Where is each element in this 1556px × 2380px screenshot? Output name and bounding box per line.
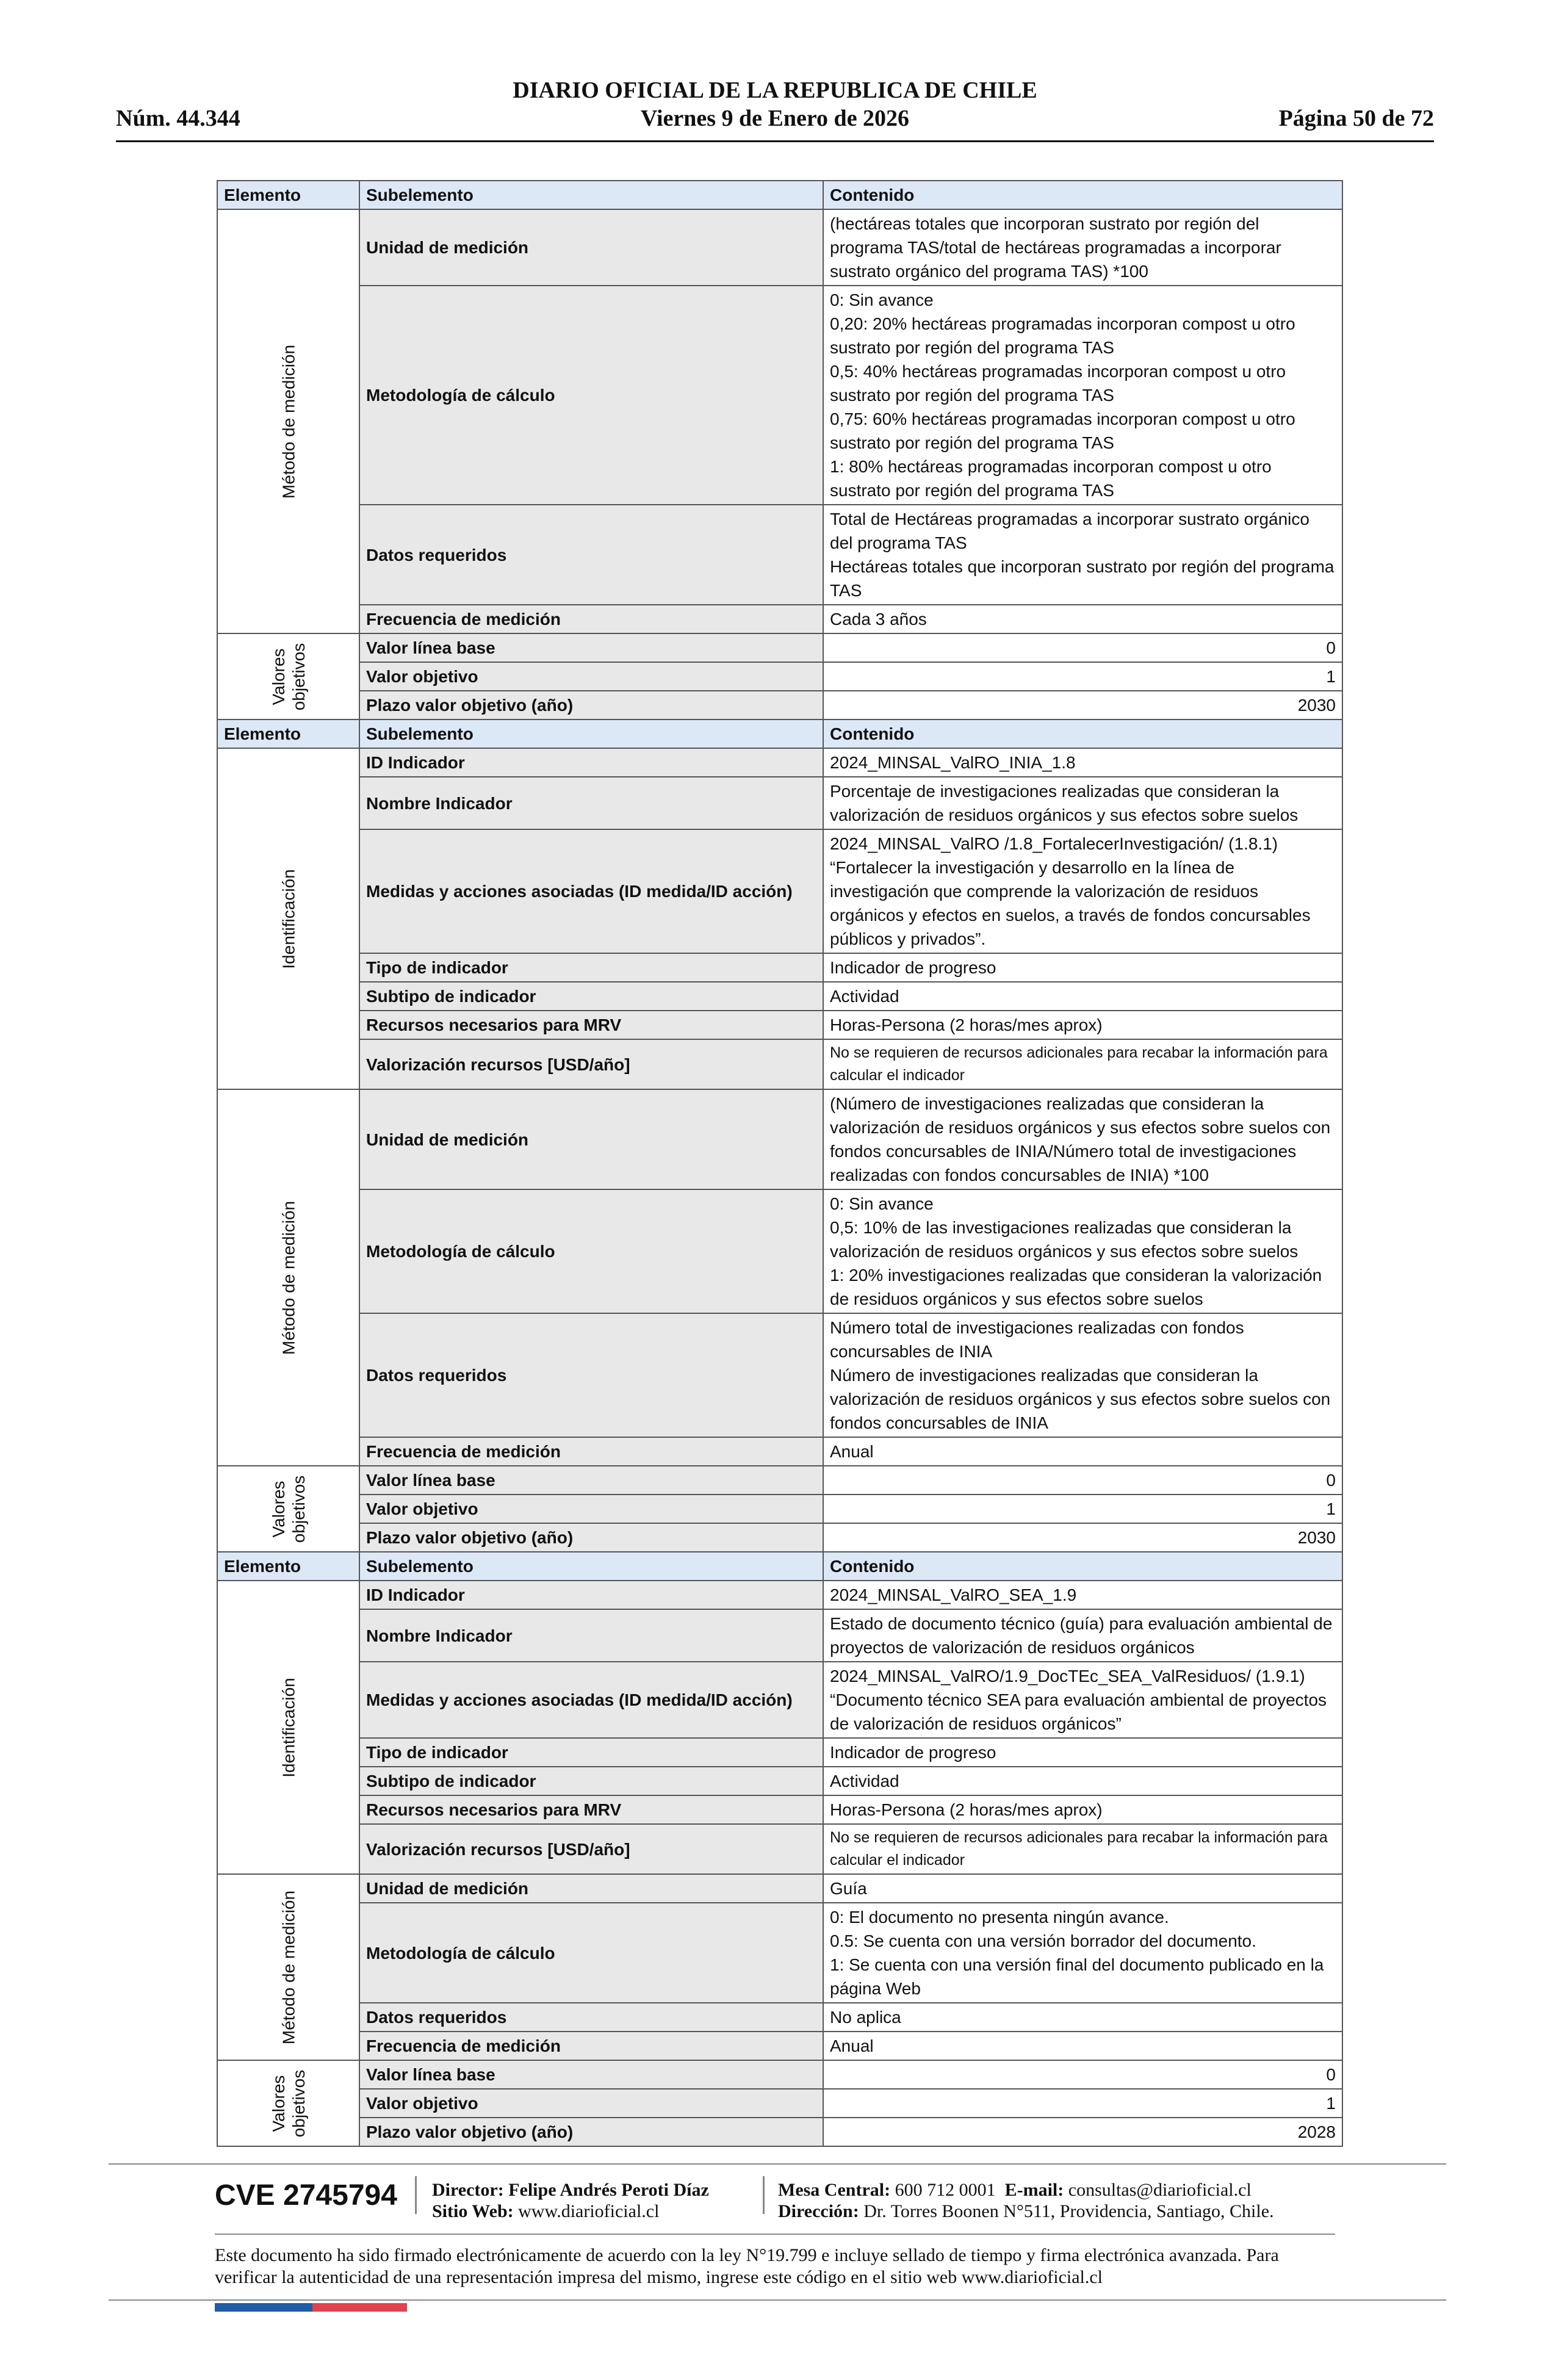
table-header-row — [217, 181, 1342, 209]
row-label: Valor objetivo — [359, 1495, 823, 1523]
table-row — [217, 691, 1342, 719]
row-label: Unidad de medición — [359, 209, 823, 286]
page-header — [116, 76, 1434, 143]
mesa-value: 600 712 0001 — [895, 2180, 996, 2200]
row-value: 1 — [823, 2089, 1342, 2118]
director-name: Felipe Andrés Peroti Díaz — [508, 2180, 709, 2200]
row-value: 2028 — [823, 2118, 1342, 2146]
row-label: Unidad de medición — [359, 1874, 823, 1903]
row-label: Medidas y acciones asociadas (ID medida/ID acción) — [359, 1662, 823, 1738]
row-label: Metodología de cálculo — [359, 1189, 823, 1313]
group-valores-objetivos: Valores objetivos — [217, 2060, 359, 2146]
flag-stripe-red — [312, 2303, 407, 2312]
row-label: Subtipo de indicador — [359, 1767, 823, 1795]
row-value: (hectáreas totales que incorporan sustrato por región del programa TAS/total de hectáreas programadas a incorporar sustrato orgánico del programa TAS) *100 — [823, 209, 1342, 286]
table-row — [217, 2003, 1342, 2032]
row-label: Nombre Indicador — [359, 777, 823, 829]
table-row — [217, 1795, 1342, 1824]
row-value: Guía — [823, 1874, 1342, 1903]
director-label: Director: — [432, 2180, 504, 2200]
table-row — [217, 1495, 1342, 1523]
mesa-label: Mesa Central: — [778, 2180, 891, 2200]
header-contenido: Contenido — [823, 1552, 1342, 1581]
table-row — [217, 1189, 1342, 1313]
table-row — [217, 1903, 1342, 2003]
row-value: Actividad — [823, 1767, 1342, 1795]
table-row — [217, 662, 1342, 691]
row-value: 0 — [823, 1466, 1342, 1495]
row-value: 0: El documento no presenta ningún avance. 0.5: Se cuenta con una versión borrador del documento. 1: Se cuenta con una versión final del documento publicado en la página Web — [823, 1903, 1342, 2003]
row-value: 2030 — [823, 691, 1342, 719]
row-value: 2024_MINSAL_ValRO /1.8_FortalecerInvestigación/ (1.8.1) “Fortalecer la investigación y desarrollo en la línea de investigación que comprende la valorización de residuos orgánicos y efectos en suelos, a través de fondos concursables públicos y privados”. — [823, 829, 1342, 953]
row-label: Medidas y acciones asociadas (ID medida/ID acción) — [359, 829, 823, 953]
row-value: Número total de investigaciones realizadas con fondos concursables de INIA Número de investigaciones realizadas que consideran la valorización de residuos orgánicos y sus efectos sobre suelos con fondos concursables de INIA — [823, 1313, 1342, 1437]
flag-stripe-blue — [215, 2303, 312, 2312]
web-label: Sitio Web: — [432, 2201, 514, 2221]
row-value: Total de Hectáreas programadas a incorporar sustrato orgánico del programa TAS Hectáreas totales que incorporan sustrato por región del programa TAS — [823, 505, 1342, 605]
row-label: Valor línea base — [359, 1466, 823, 1495]
row-label: Plazo valor objetivo (año) — [359, 691, 823, 719]
footer-divider-bottom — [109, 2299, 1446, 2301]
row-label: Valor objetivo — [359, 662, 823, 691]
row-label: Nombre Indicador — [359, 1609, 823, 1662]
table-row — [217, 1313, 1342, 1437]
row-label: Valorización recursos [USD/año] — [359, 1039, 823, 1089]
row-label: Valor objetivo — [359, 2089, 823, 2118]
row-label: Plazo valor objetivo (año) — [359, 1523, 823, 1552]
row-label: Recursos necesarios para MRV — [359, 1795, 823, 1824]
row-value: 0 — [823, 633, 1342, 662]
row-label: Tipo de indicador — [359, 953, 823, 982]
row-label: Frecuencia de medición — [359, 1437, 823, 1466]
row-value: 1 — [823, 1495, 1342, 1523]
table-row — [217, 633, 1342, 662]
email-link[interactable]: consultas@diarioficial.cl — [1068, 2180, 1252, 2200]
row-value: Indicador de progreso — [823, 1738, 1342, 1767]
table-header-row — [217, 719, 1342, 748]
row-label: Valor línea base — [359, 633, 823, 662]
header-contenido: Contenido — [823, 719, 1342, 748]
footer-divider-top — [109, 2163, 1446, 2165]
web-link[interactable]: www.diarioficial.cl — [518, 2201, 660, 2221]
legal-notice: Este documento ha sido firmado electrónicamente de acuerdo con la ley N°19.799 e incluye sellado de tiempo y firma electrónica avanzada. Para verificar la autenticidad de una representación impresa del mismo, ingrese este código en el sitio web www.diarioficial.cl — [215, 2245, 1279, 2287]
row-label: Metodología de cálculo — [359, 286, 823, 505]
row-value: Cada 3 años — [823, 605, 1342, 633]
group-valores-objetivos: Valores objetivos — [217, 1466, 359, 1552]
table-row — [217, 1089, 1342, 1189]
table-row — [217, 829, 1342, 953]
group-metodo-medicion: Método de medición — [217, 1089, 359, 1466]
row-label: Frecuencia de medición — [359, 2032, 823, 2060]
table-row — [217, 1011, 1342, 1039]
table-row — [217, 1581, 1342, 1609]
table-row — [217, 2060, 1342, 2089]
table-row — [217, 1523, 1342, 1552]
row-label: Datos requeridos — [359, 2003, 823, 2032]
group-identificacion: Identificación — [217, 1581, 359, 1874]
table-row — [217, 777, 1342, 829]
table-row — [217, 1466, 1342, 1495]
table-row — [217, 1824, 1342, 1874]
indicator-table — [217, 180, 1343, 2147]
row-value: Horas-Persona (2 horas/mes aprox) — [823, 1011, 1342, 1039]
direccion-label: Dirección: — [778, 2201, 859, 2221]
row-label: Valor línea base — [359, 2060, 823, 2089]
table-row — [217, 605, 1342, 633]
row-value: 0: Sin avance 0,20: 20% hectáreas programadas incorporan compost u otro sustrato por región del programa TAS 0,5: 40% hectáreas programadas incorporan compost u otro sustrato por región del programa TAS 0,75: 60% hectáreas programadas incorporan compost u otro sustrato por región del programa TAS 1: 80% hectáreas programadas incorporan compost u otro sustrato por región del programa TAS — [823, 286, 1342, 505]
table-row — [217, 1039, 1342, 1089]
row-value: Actividad — [823, 982, 1342, 1011]
header-elemento: Elemento — [217, 719, 359, 748]
row-label: Unidad de medición — [359, 1089, 823, 1189]
table-row — [217, 2032, 1342, 2060]
table-row — [217, 748, 1342, 777]
row-label: Subtipo de indicador — [359, 982, 823, 1011]
footer-contact-block — [778, 2179, 1274, 2222]
group-metodo-medicion: Método de medición — [217, 1874, 359, 2060]
row-value: Porcentaje de investigaciones realizadas que consideran la valorización de residuos orgánicos y sus efectos sobre suelos — [823, 777, 1342, 829]
group-valores-objetivos: Valores objetivos — [217, 633, 359, 719]
row-label: ID Indicador — [359, 748, 823, 777]
header-elemento: Elemento — [217, 1552, 359, 1581]
row-value: Estado de documento técnico (guía) para evaluación ambiental de proyectos de valorización de residuos orgánicos — [823, 1609, 1342, 1662]
table-row — [217, 2089, 1342, 2118]
table-row — [217, 1662, 1342, 1738]
row-label: Plazo valor objetivo (año) — [359, 2118, 823, 2146]
issue-date: Viernes 9 de Enero de 2026 — [640, 106, 910, 131]
newspaper-title: DIARIO OFICIAL DE LA REPUBLICA DE CHILE — [513, 78, 1037, 103]
row-label: Valorización recursos [USD/año] — [359, 1824, 823, 1874]
row-label: Recursos necesarios para MRV — [359, 1011, 823, 1039]
table-row — [217, 953, 1342, 982]
direccion-value: Dr. Torres Boonen N°511, Providencia, Santiago, Chile. — [863, 2201, 1274, 2221]
row-value: No se requieren de recursos adicionales para recabar la información para calcular el indicador — [823, 1824, 1342, 1874]
row-value: 2024_MINSAL_ValRO_SEA_1.9 — [823, 1581, 1342, 1609]
header-divider — [116, 140, 1434, 142]
email-label: E-mail: — [1004, 2180, 1064, 2200]
table-row — [217, 982, 1342, 1011]
header-contenido: Contenido — [823, 181, 1342, 209]
header-elemento: Elemento — [217, 181, 359, 209]
footer-divider-middle — [215, 2234, 1335, 2235]
row-label: Tipo de indicador — [359, 1738, 823, 1767]
row-value: 2024_MINSAL_ValRO/1.9_DocTEc_SEA_ValResiduos/ (1.9.1) “Documento técnico SEA para evaluación ambiental de proyectos de valorización de residuos orgánicos” — [823, 1662, 1342, 1738]
table-row — [217, 209, 1342, 286]
row-value: Horas-Persona (2 horas/mes aprox) — [823, 1795, 1342, 1824]
row-value: Anual — [823, 1437, 1342, 1466]
row-value: 0: Sin avance 0,5: 10% de las investigaciones realizadas que consideran la valorización de residuos orgánicos y sus efectos sobre suelos 1: 20% investigaciones realizadas que consideran la valorización de residuos orgánicos y sus efectos sobre suelos — [823, 1189, 1342, 1313]
table-row — [217, 1437, 1342, 1466]
row-value: No aplica — [823, 2003, 1342, 2032]
cve-code: CVE 2745794 — [215, 2179, 397, 2212]
page-number: Página 50 de 72 — [1278, 106, 1434, 131]
table-row — [217, 505, 1342, 605]
table-row — [217, 1609, 1342, 1662]
row-value: 0 — [823, 2060, 1342, 2089]
row-label: Datos requeridos — [359, 505, 823, 605]
row-label: Metodología de cálculo — [359, 1903, 823, 2003]
row-value: No se requieren de recursos adicionales para recabar la información para calcular el indicador — [823, 1039, 1342, 1089]
row-value: Anual — [823, 2032, 1342, 2060]
row-value: 2024_MINSAL_ValRO_INIA_1.8 — [823, 748, 1342, 777]
group-identificacion: Identificación — [217, 748, 359, 1089]
header-subelemento: Subelemento — [359, 1552, 823, 1581]
row-label: Frecuencia de medición — [359, 605, 823, 633]
row-label: Datos requeridos — [359, 1313, 823, 1437]
footer-director-block — [432, 2179, 709, 2222]
group-metodo-medicion: Método de medición — [217, 209, 359, 633]
issue-number: Núm. 44.344 — [116, 106, 240, 131]
row-value: (Número de investigaciones realizadas que consideran la valorización de residuos orgánicos y sus efectos sobre suelos con fondos concursables de INIA/Número total de investigaciones realizadas con fondos concursables de INIA) *100 — [823, 1089, 1342, 1189]
table-row — [217, 286, 1342, 505]
footer-separator — [415, 2176, 417, 2214]
row-label: ID Indicador — [359, 1581, 823, 1609]
table-row — [217, 1874, 1342, 1903]
header-subelemento: Subelemento — [359, 181, 823, 209]
table-header-row — [217, 1552, 1342, 1581]
row-value: 1 — [823, 662, 1342, 691]
row-value: 2030 — [823, 1523, 1342, 1552]
table-row — [217, 1738, 1342, 1767]
table-row — [217, 1767, 1342, 1795]
table-row — [217, 2118, 1342, 2146]
footer-separator — [763, 2176, 765, 2214]
row-value: Indicador de progreso — [823, 953, 1342, 982]
header-subelemento: Subelemento — [359, 719, 823, 748]
